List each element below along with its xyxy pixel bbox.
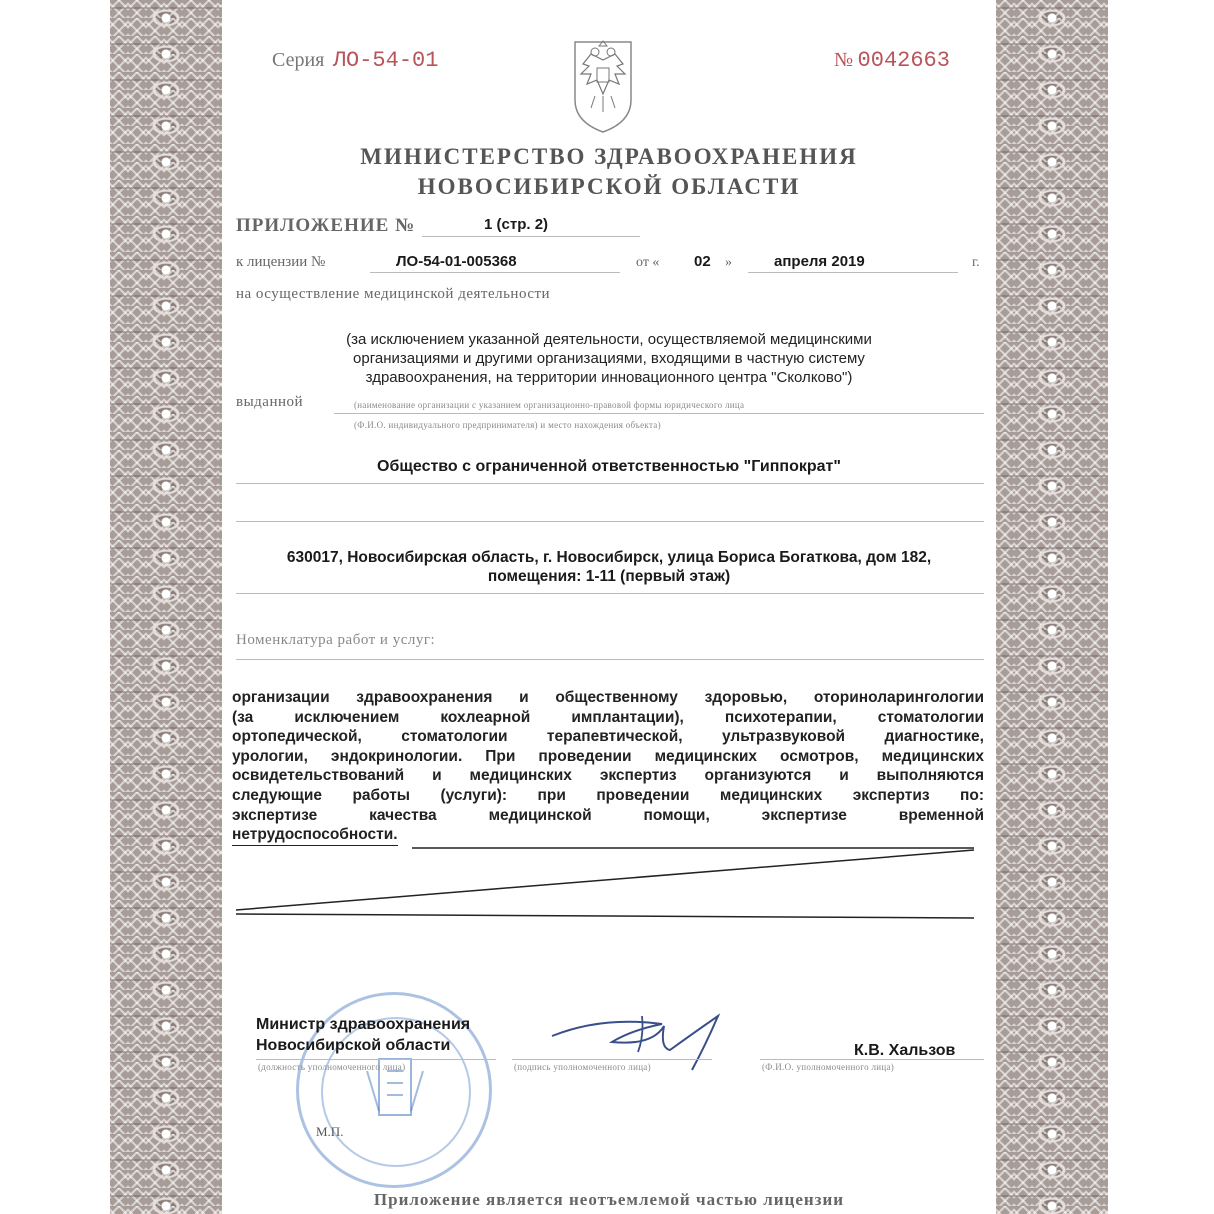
license-day: 02 [694,253,711,270]
signer-name: К.В. Хальзов [854,1042,956,1059]
issuer-line1: МИНИСТЕРСТВО ЗДРАВООХРАНЕНИЯ [360,144,858,169]
nomenclature-line-3: ортопедической, стоматологии терапевтической, ультразвуковой диагностике, [232,728,984,746]
activity-label: на осуществление медицинской деятельности [236,286,551,302]
coat-of-arms-icon [571,38,635,134]
signer-position-line1: Министр здравоохранения [256,1016,471,1033]
address-line [236,592,984,594]
nomenclature-line-6: следующие работы (услуги): при проведении медицинских экспертиз по: [232,786,984,804]
organization-line [236,482,984,484]
organization-line-2 [236,520,984,522]
name-hint: (Ф.И.О. уполномоченного лица) [762,1062,895,1072]
number-label: № [834,49,854,71]
signature-line [512,1058,712,1060]
appendix-value-field [422,214,640,237]
number-value: 0042663 [857,48,950,73]
address-line1: 630017, Новосибирская область, г. Новосибирск, улица Бориса Богаткова, дом 182, [286,549,932,566]
position-line [256,1058,496,1060]
stamp-place-mark: М.П. [316,1124,344,1139]
signer-position-line2: Новосибирской области [256,1037,451,1054]
appendix-row [236,215,415,237]
signature-hint: (подпись уполномоченного лица) [514,1062,651,1072]
right-guilloche-border [996,0,1108,1214]
organization-address [222,548,996,586]
footer-note: Приложение является неотъемлемой частью лицензии [373,1190,845,1209]
license-date-field [748,252,958,273]
series-label: Серия [272,49,325,71]
nomenclature-line-5: освидетельствований и медицинских экспертиз организуются и выполняются [232,767,984,785]
issued-to-line [334,412,984,414]
document-page [222,0,996,1214]
nomenclature-line-4: урологии, эндокринологии. При проведении медицинских осмотров, медицинских [232,747,984,765]
address-line2: помещения: 1-11 (первый этаж) [487,568,731,585]
activity-exclusion-line3: здравоохранения, на территории инновационного центра "Сколково") [365,369,853,386]
name-line [760,1058,984,1060]
license-number-field [370,252,620,273]
issued-to-hint2: (Ф.И.О. индивидуального предпринимателя) и место нахождения объекта) [354,420,661,430]
activity-exclusion [222,330,996,387]
signer-position [256,1014,470,1056]
left-guilloche-border [110,0,222,1214]
activity-exclusion-line2: организациями и другими организациями, входящими в частную систему [353,350,865,367]
series [272,48,438,73]
license-year-suffix: г. [972,255,980,270]
activity-exclusion-line1: (за исключением указанной деятельности, осуществляемой медицинскими [346,331,872,348]
position-hint: (должность уполномоченного лица) [258,1062,406,1072]
issued-to-label: выданной [236,394,304,410]
nomenclature-label: Номенклатура работ и услуг: [236,632,436,648]
license-number: ЛО-54-01-005368 [396,253,517,270]
nomenclature-line [236,658,984,660]
nomenclature-text [232,688,984,846]
nomenclature-line-7: экспертизе качества медицинской помощи, экспертизе временной [232,806,984,824]
license-label: к лицензии № [236,254,326,270]
nomenclature-line-1: организации здравоохранения и общественному здоровью, оториноларингологии [232,689,984,706]
form-number [834,48,950,73]
license-day-close: » [725,255,732,270]
nomenclature-line-2: (за исключением кохлеарной имплантации), психотерапии, стоматологии [232,708,984,726]
issued-to-hint1: (наименование организации с указанием организационно-правовой формы юридического лица [354,400,745,410]
organization-name: Общество с ограниченной ответственностью "Гиппократ" [377,458,841,475]
series-value: ЛО-54-01 [332,48,439,73]
nomenclature-line-8: нетрудоспособности. [232,825,398,846]
strike-through-lines [222,840,996,930]
issuer-line2: НОВОСИБИРСКОЙ ОБЛАСТИ [417,174,801,199]
license-from-label: от « [636,255,660,270]
appendix-value: 1 (стр. 2) [484,216,549,233]
license-month-year: апреля 2019 [774,253,865,270]
appendix-label: ПРИЛОЖЕНИЕ № [236,215,416,236]
